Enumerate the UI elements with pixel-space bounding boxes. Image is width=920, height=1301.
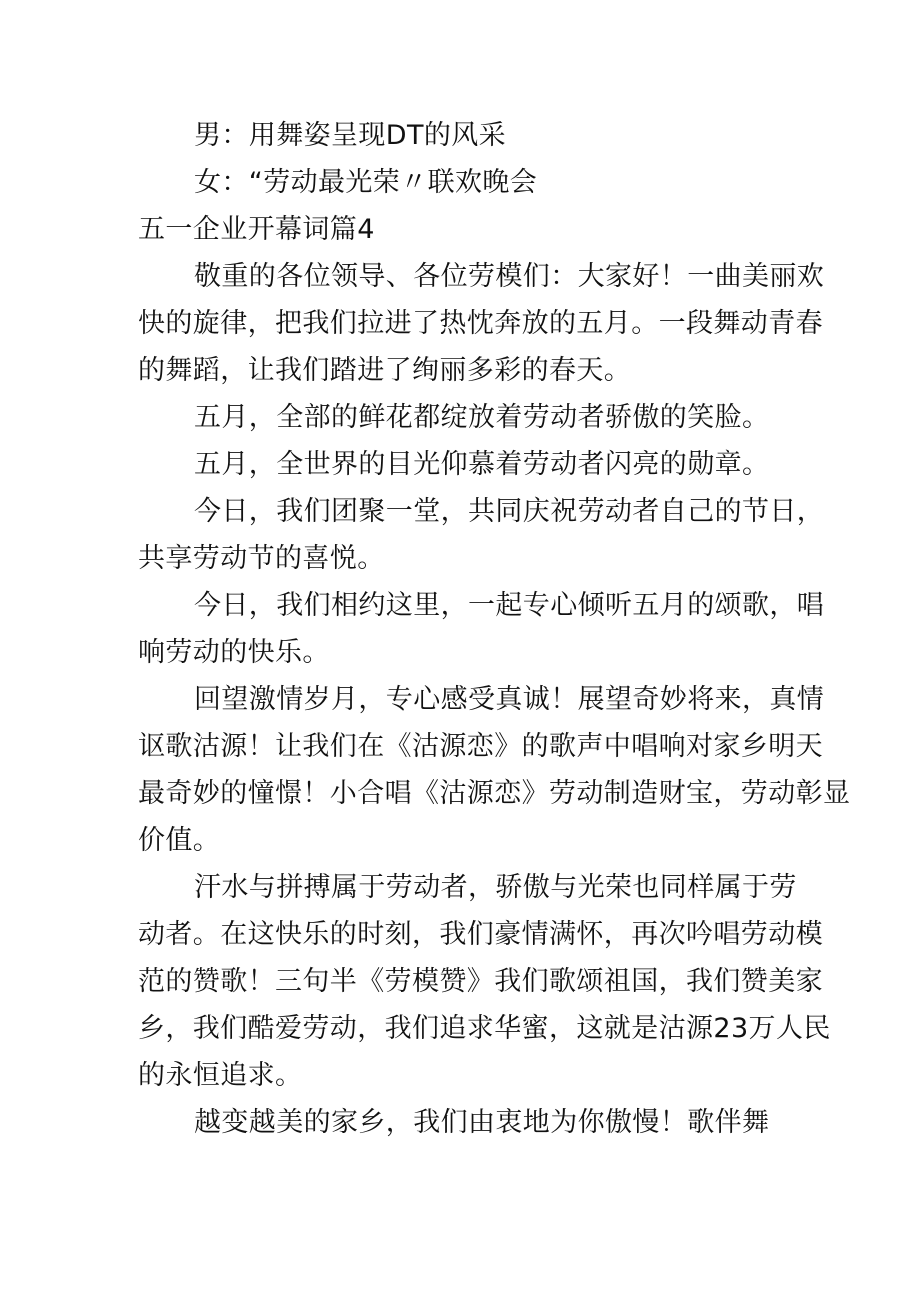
paragraph-line: 越变越美的家乡，我们由衷地为你傲慢！歌伴舞 bbox=[194, 1107, 770, 1138]
paragraph-line: 回望激情岁月，专心感受真诚！展望奇妙将来，真情 bbox=[194, 684, 825, 715]
paragraph bbox=[138, 441, 788, 488]
dialogue-male-line: 男：用舞姿呈现DT的风采 bbox=[194, 120, 507, 151]
paragraph bbox=[138, 394, 788, 441]
paragraph-line: 的永恒追求。 bbox=[138, 1060, 303, 1091]
paragraph-line: 五月，全部的鲜花都绽放着劳动者骄傲的笑脸。 bbox=[194, 402, 770, 433]
paragraph-line: 范的赞歌！三句半《劳模赞》我们歌颂祖国，我们赞美家 bbox=[138, 966, 823, 997]
paragraph-line: 价值。 bbox=[138, 825, 221, 856]
section-title: 五一企业开幕词篇4 bbox=[138, 214, 375, 245]
paragraph-line: 共享劳动节的喜悦。 bbox=[138, 543, 385, 574]
paragraph-line: 今日，我们团聚一堂，共同庆祝劳动者自己的节日， bbox=[194, 496, 825, 527]
paragraph bbox=[138, 582, 825, 676]
paragraph-line: 敬重的各位领导、各位劳模们：大家好！一曲美丽欢 bbox=[194, 261, 825, 292]
paragraph-line: 快的旋律，把我们拉进了热忱奔放的五月。一段舞动青春 bbox=[138, 308, 823, 339]
paragraph-line: 的舞蹈，让我们踏进了绚丽多彩的春天。 bbox=[138, 355, 632, 386]
paragraph-line: 今日，我们相约这里，一起专心倾听五月的颂歌，唱 bbox=[194, 590, 825, 621]
paragraph bbox=[138, 253, 825, 394]
paragraph bbox=[138, 864, 831, 1099]
paragraph-line: 响劳动的快乐。 bbox=[138, 637, 330, 668]
dialogue-female-line: 女：“劳动最光荣〃联欢晚会 bbox=[194, 167, 538, 198]
paragraph-line: 讴歌沽源！让我们在《沽源恋》的歌声中唱响对家乡明天 bbox=[138, 731, 823, 762]
paragraph bbox=[138, 488, 825, 582]
paragraph bbox=[138, 1099, 788, 1146]
paragraph-line: 最奇妙的憧憬！小合唱《沽源恋》劳动制造财宝，劳动彰显 bbox=[138, 778, 851, 809]
paragraph-line: 动者。在这快乐的时刻，我们豪情满怀，再次吟唱劳动模 bbox=[138, 919, 823, 950]
document-body bbox=[138, 112, 851, 1146]
paragraph-line: 乡，我们酷爱劳动，我们追求华蜜，这就是沽源23万人民 bbox=[138, 1013, 831, 1044]
paragraph bbox=[138, 676, 851, 864]
paragraph-line: 汗水与拼搏属于劳动者，骄傲与光荣也同样属于劳 bbox=[194, 872, 797, 903]
paragraph-line: 五月，全世界的目光仰慕着劳动者闪亮的勋章。 bbox=[194, 449, 770, 480]
